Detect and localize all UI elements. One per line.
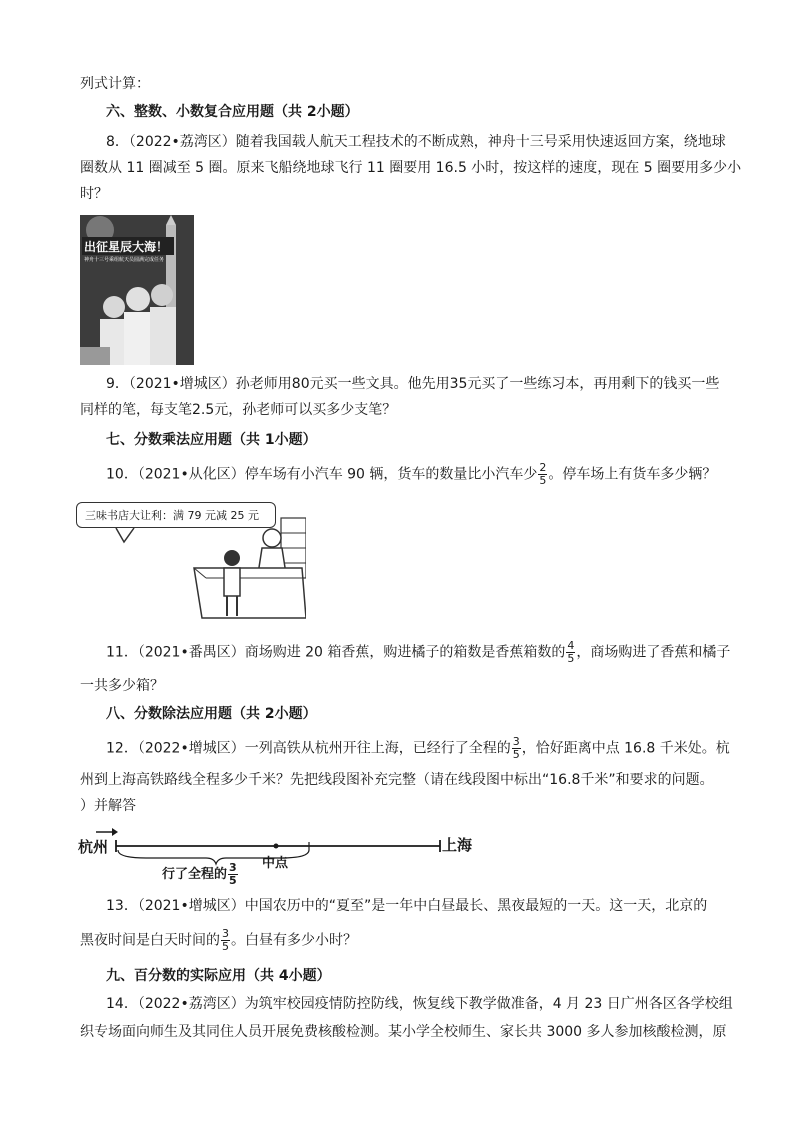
line-segment-diagram: [76, 826, 496, 896]
fraction-numerator: 3: [222, 927, 229, 940]
q11-line-1: [106, 640, 730, 665]
section-9-heading: 九、百分数的实际应用（共 4小题）: [106, 968, 331, 984]
q10-text-b: 。停车场上有货车多少辆？: [548, 466, 717, 483]
q8-line-3: 时？: [80, 186, 108, 202]
q13-text-c: 。白昼有多少小时？: [231, 932, 357, 949]
segment-brace-text: 行了全程的: [162, 867, 228, 882]
q8-line-1: 8．（2022•荔湾区）随着我国载人航天工程技术的不断成熟，神舟十三号采用快速返回方案，绕地球: [106, 134, 726, 150]
segment-start-label: 杭州: [78, 838, 109, 856]
fraction-denominator: 5: [222, 940, 229, 953]
q14-line-2: 织专场面向师生及其同住人员开展免费核酸检测。某小学全校师生、家长共 3000 多人参加核酸检测，原: [80, 1024, 727, 1040]
q11-text-b: ，商场购进了香蕉和橘子: [576, 644, 731, 661]
q11-text-a: 11．（2021•番禺区）商场购进 20 箱香蕉，购进橘子的箱数是香蕉箱数的: [106, 644, 566, 661]
q13-line-2: [80, 928, 357, 953]
fraction-numerator: 3: [512, 735, 520, 748]
fraction-denominator: 5: [512, 748, 520, 761]
photo-caption: 神舟十三号乘组航天员圆满完成任务: [84, 257, 165, 263]
bookstore-drawing: [76, 498, 306, 626]
fraction-4-5: [566, 640, 575, 665]
fraction-denominator: 5: [229, 874, 237, 887]
bookstore-illustration: [76, 498, 306, 626]
fraction-numerator: 2: [539, 461, 547, 474]
segment-midpoint-label: 中点: [262, 856, 289, 871]
fraction-numerator: 4: [567, 639, 575, 652]
q9-line-1: 9．（2021•增城区）孙老师用80元买一些文具。他先用35元买了一些练习本，再用剩下的钱买一些: [106, 376, 720, 392]
section-6-heading: 六、整数、小数复合应用题（共 2小题）: [106, 104, 359, 120]
q12-text-a: 12．（2022•增城区）一列高铁从杭州开往上海，已经行了全程的: [106, 740, 511, 757]
fraction-denominator: 5: [539, 474, 547, 487]
q12-line-3: ）并解答: [80, 798, 136, 814]
section-8-heading: 八、分数除法应用题（共 2小题）: [106, 706, 317, 722]
fraction-3-5: [512, 736, 521, 761]
q12-text-b: ，恰好距离中点 16.8 千米处。杭: [521, 740, 730, 757]
q12-line-1: [106, 736, 730, 761]
fraction-2-5: [538, 462, 547, 487]
q10-line: [106, 462, 716, 487]
segment-brace-label: [162, 862, 239, 887]
fraction-3-5: [228, 862, 238, 887]
q12-line-2: 州到上海高铁路线全程多少千米？先把线段图补充完整（请在线段图中标出“16.8千米”和要求的问题。: [80, 772, 714, 788]
q11-line-2: 一共多少箱？: [80, 678, 164, 694]
intro-text: 列式计算：: [80, 76, 150, 92]
astronaut-photo: [80, 215, 194, 365]
q13-line-1: 13．（2021•增城区）中国农历中的“夏至”是一年中白昼最长、黑夜最短的一天。这一天，北京的: [106, 898, 708, 914]
q13-text-b: 黑夜时间是白天时间的: [80, 932, 220, 949]
section-7-heading: 七、分数乘法应用题（共 1小题）: [106, 432, 317, 448]
segment-end-label: 上海: [442, 836, 473, 854]
speech-bubble: 三味书店大让利：满 79 元减 25 元: [76, 502, 276, 528]
q10-text-a: 10．（2021•从化区）停车场有小汽车 90 辆，货车的数量比小汽车少: [106, 466, 538, 483]
photo-banner: 出征星辰大海！: [84, 240, 169, 254]
fraction-3-5: [221, 928, 230, 953]
q9-line-2: 同样的笔，每支笔2.5元，孙老师可以买多少支笔？: [80, 402, 397, 418]
fraction-denominator: 5: [567, 652, 575, 665]
fraction-numerator: 3: [229, 861, 237, 874]
q8-line-2: 圈数从 11 圈减至 5 圈。原来飞船绕地球飞行 11 圈要用 16.5 小时，按这样的速度，现在 5 圈要用多少小: [80, 160, 742, 176]
q14-line-1: 14．（2022•荔湾区）为筑牢校园疫情防控防线，恢复线下教学做准备，4 月 23 日广州各区各学校组: [106, 996, 733, 1012]
